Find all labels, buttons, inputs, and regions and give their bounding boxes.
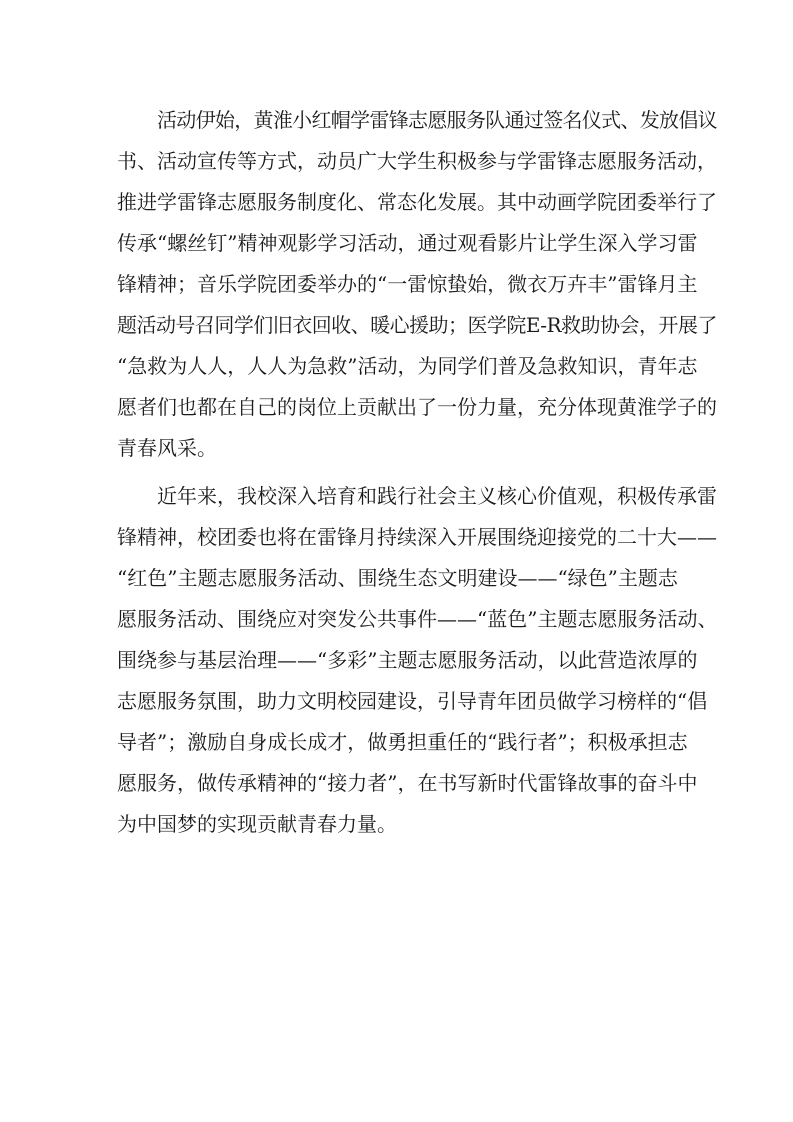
paragraph-line: 为中国梦的实现贡献青春力量。: [117, 812, 397, 836]
paragraph-line: 近年来，我校深入培育和践行社会主义核心价值观，积极传承雷: [157, 484, 717, 508]
paragraph-line: 锋精神；音乐学院团委举办的“一雷惊蛰始，微衣万卉丰”雷锋月主: [117, 272, 698, 296]
paragraph-line: 愿服务，做传承精神的“接力者”，在书写新时代雷锋故事的奋斗中: [117, 771, 698, 795]
paragraph-line: 围绕参与基层治理——“多彩”主题志愿服务活动，以此营造浓厚的: [117, 648, 698, 672]
paragraph-line: 青春风采。: [117, 436, 217, 460]
paragraph-line: 志愿服务氛围，助力文明校园建设，引导青年团员做学习榜样的“倡: [117, 689, 708, 713]
paragraph-line: 传承“螺丝钉”精神观影学习活动，通过观看影片让学生深入学习雷: [117, 231, 698, 255]
paragraph-line: “急救为人人，人人为急救”活动，为同学们普及急救知识，青年志: [117, 354, 698, 378]
paragraph-line: 书、活动宣传等方式，动员广大学生积极参与学雷锋志愿服务活动，: [117, 149, 717, 173]
paragraph-line: 愿者们也都在自己的岗位上贡献出了一份力量，充分体现黄淮学子的: [117, 395, 717, 419]
paragraph-line: 导者”；激励自身成长成才，做勇担重任的“践行者”；积极承担志: [117, 730, 688, 754]
paragraph-line: 愿服务活动、围绕应对突发公共事件——“蓝色”主题志愿服务活动、: [117, 607, 718, 631]
paragraph-line: 活动伊始，黄淮小红帽学雷锋志愿服务队通过签名仪式、发放倡议: [157, 108, 717, 132]
paragraph-line: “红色”主题志愿服务活动、围绕生态文明建设——“绿色”主题志: [117, 566, 678, 590]
paragraph-line: 推进学雷锋志愿服务制度化、常态化发展。其中动画学院团委举行了: [117, 190, 717, 214]
paragraph-line: 锋精神，校团委也将在雷锋月持续深入开展围绕迎接党的二十大——: [117, 525, 717, 549]
paragraph-line: 题活动号召同学们旧衣回收、暖心援助；医学院E-R救助协会，开展了: [117, 313, 717, 337]
